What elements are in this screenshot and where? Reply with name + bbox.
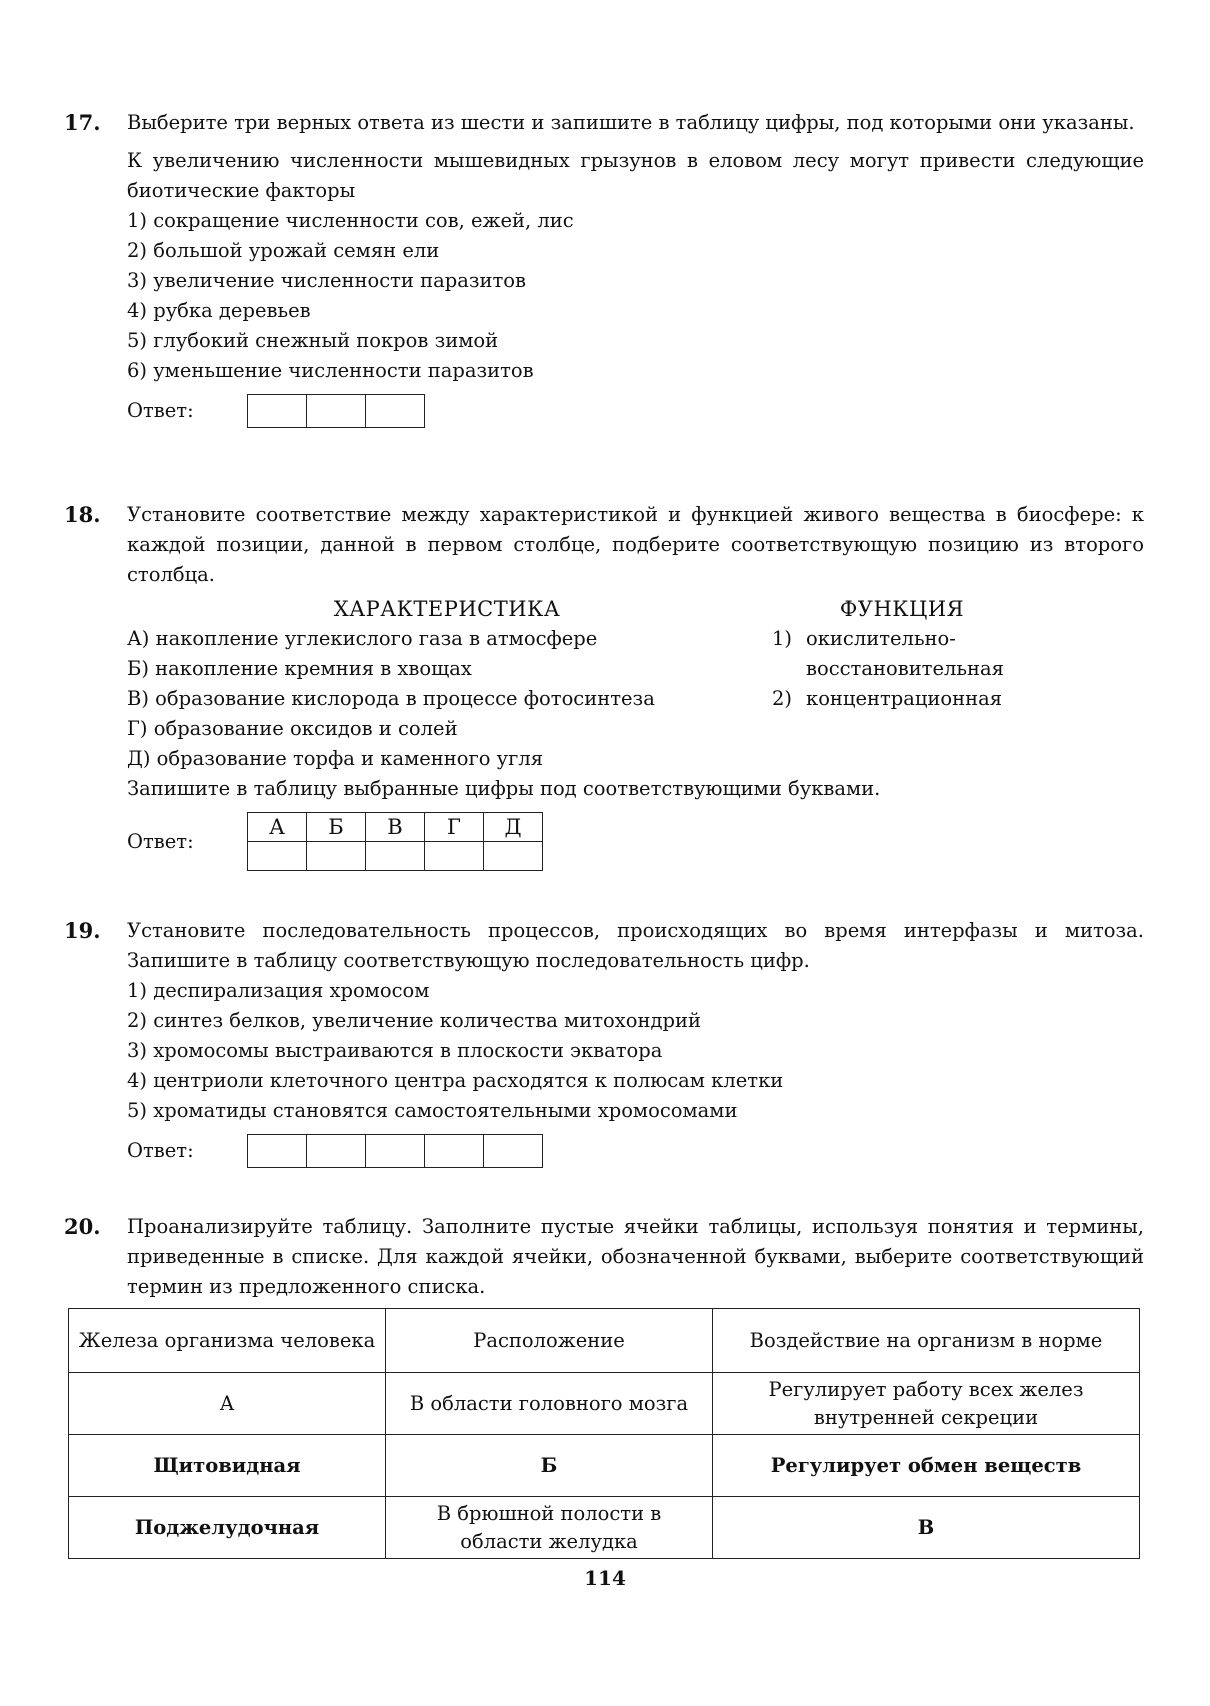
answer-cell[interactable]: [307, 395, 366, 427]
answer-cell[interactable]: [484, 1135, 542, 1167]
answer-cell[interactable]: [425, 1135, 484, 1167]
list-item: 5) глубокий снежный покров зимой: [127, 329, 499, 352]
list-item: [772, 684, 1032, 714]
table-cell: Регулирует работу всех желез внутренней секреции: [713, 1373, 1140, 1435]
task-instruction: Проанализируйте таблицу. Заполните пустые ячейки таблицы, используя понятия и термины, приведенные в списке. Для каждой ячейки, обозначенной буквами, выберите соответствующий термин из предложенного списка.: [127, 1215, 1144, 1298]
answer-row: [127, 1134, 1144, 1168]
answer-cell[interactable]: [307, 842, 366, 871]
list-item: А) накопление углекислого газа в атмосфере: [127, 627, 598, 650]
list-item: 2) синтез белков, увеличение количества митохондрий: [127, 1009, 701, 1032]
list-item: 4) центриоли клеточного центра расходятся к полюсам клетки: [127, 1069, 784, 1092]
table-letter: А: [248, 813, 307, 842]
answer-row: [127, 812, 1144, 871]
table-cell: Поджелудочная: [69, 1497, 386, 1559]
table-instruction: Запишите в таблицу выбранные цифры под соответствующими буквами.: [127, 777, 881, 800]
column-header: ХАРАКТЕРИСТИКА: [333, 597, 561, 621]
task-number: 19.: [64, 918, 101, 943]
list-item: Д) образование торфа и каменного угля: [127, 747, 544, 770]
table-header-cell: Воздействие на организм в норме: [713, 1309, 1140, 1373]
item-text: концентрационная: [806, 687, 1003, 710]
item-mark: 2): [772, 687, 793, 710]
task-number: 20.: [64, 1214, 101, 1239]
table-row: [69, 1435, 1140, 1497]
table-header-row: [69, 1309, 1140, 1373]
answer-cell[interactable]: [307, 1135, 366, 1167]
answer-label: Ответ:: [127, 829, 194, 853]
task-17: [64, 108, 1144, 428]
answer-cell[interactable]: [366, 842, 425, 871]
matching-columns: [127, 594, 1144, 774]
list-item: 4) рубка деревьев: [127, 299, 311, 322]
answer-label: Ответ:: [127, 399, 194, 422]
list-item: 3) хромосомы выстраиваются в плоскости экватора: [127, 1039, 663, 1062]
table-header-cell: Железа организма человека: [69, 1309, 386, 1373]
list-item: 3) увеличение численности паразитов: [127, 269, 526, 292]
list-item: 2) большой урожай семян ели: [127, 239, 440, 262]
list-item: 1) деспирализация хромосом: [127, 979, 430, 1002]
list-item: 6) уменьшение численности паразитов: [127, 359, 534, 382]
options-list: [127, 206, 1144, 386]
answer-cell[interactable]: [248, 1135, 307, 1167]
answer-cells: [247, 394, 425, 428]
column-header: ФУНКЦИЯ: [839, 597, 965, 621]
table-row: [69, 1373, 1140, 1435]
task-number: 17.: [64, 110, 101, 135]
list-item: Г) образование оксидов и солей: [127, 717, 458, 740]
task-instruction: Выберите три верных ответа из шести и запишите в таблицу цифры, под которыми они указаны.: [127, 111, 1135, 134]
table-row: [69, 1497, 1140, 1559]
task-question: К увеличению численности мышевидных грызунов в еловом лесу могут привести следующие биотические факторы: [127, 149, 1144, 202]
answer-label: Ответ:: [127, 1139, 194, 1162]
list-item: 1) сокращение численности сов, ежей, лис: [127, 209, 574, 232]
table-cell: Б: [386, 1435, 713, 1497]
item-text: окислительно-восстановительная: [806, 627, 1004, 680]
table-header-cell: Расположение: [386, 1309, 713, 1373]
answer-row: [127, 394, 1144, 428]
characteristics-column: [127, 594, 767, 774]
answer-cell[interactable]: [484, 842, 543, 871]
options-list: [127, 976, 1144, 1126]
table-cell: Щитовидная: [69, 1435, 386, 1497]
table-letter: Д: [484, 813, 543, 842]
page-number: 114: [584, 1566, 626, 1590]
task-number: 18.: [64, 502, 101, 527]
answer-cell[interactable]: [248, 395, 307, 427]
answer-cell[interactable]: [248, 842, 307, 871]
glands-table: [68, 1308, 1140, 1559]
task-18: [64, 500, 1144, 871]
table-letter: Г: [425, 813, 484, 842]
answer-cells: [247, 1134, 543, 1168]
task-instruction: Установите соответствие между характеристикой и функцией живого вещества в биосфере: к каждой позиции, данной в первом столбце, подберите соответствующую позицию из второго столбца.: [127, 503, 1144, 586]
task-instruction: Установите последовательность процессов, происходящих во время интерфазы и митоза. Запишите в таблицу соответствующую последовательность цифр.: [127, 919, 1144, 972]
list-item: В) образование кислорода в процессе фотосинтеза: [127, 687, 655, 710]
list-item: 5) хроматиды становятся самостоятельными хромосомами: [127, 1099, 738, 1122]
answer-cell[interactable]: [366, 395, 424, 427]
table-cell: А: [69, 1373, 386, 1435]
answer-cell[interactable]: [425, 842, 484, 871]
list-item: [772, 624, 1032, 684]
item-mark: 1): [772, 627, 793, 650]
task-20: [64, 1212, 1144, 1302]
table-cell: Регулирует обмен веществ: [713, 1435, 1140, 1497]
answer-table: [247, 812, 543, 871]
task-19: [64, 916, 1144, 1168]
functions-column: [772, 594, 1032, 774]
table-letter: В: [366, 813, 425, 842]
list-item: Б) накопление кремния в хвощах: [127, 657, 472, 680]
table-cell: В: [713, 1497, 1140, 1559]
answer-cell[interactable]: [366, 1135, 425, 1167]
table-cell: В брюшной полости в области желудка: [386, 1497, 713, 1559]
table-cell: В области головного мозга: [386, 1373, 713, 1435]
table-letter: Б: [307, 813, 366, 842]
